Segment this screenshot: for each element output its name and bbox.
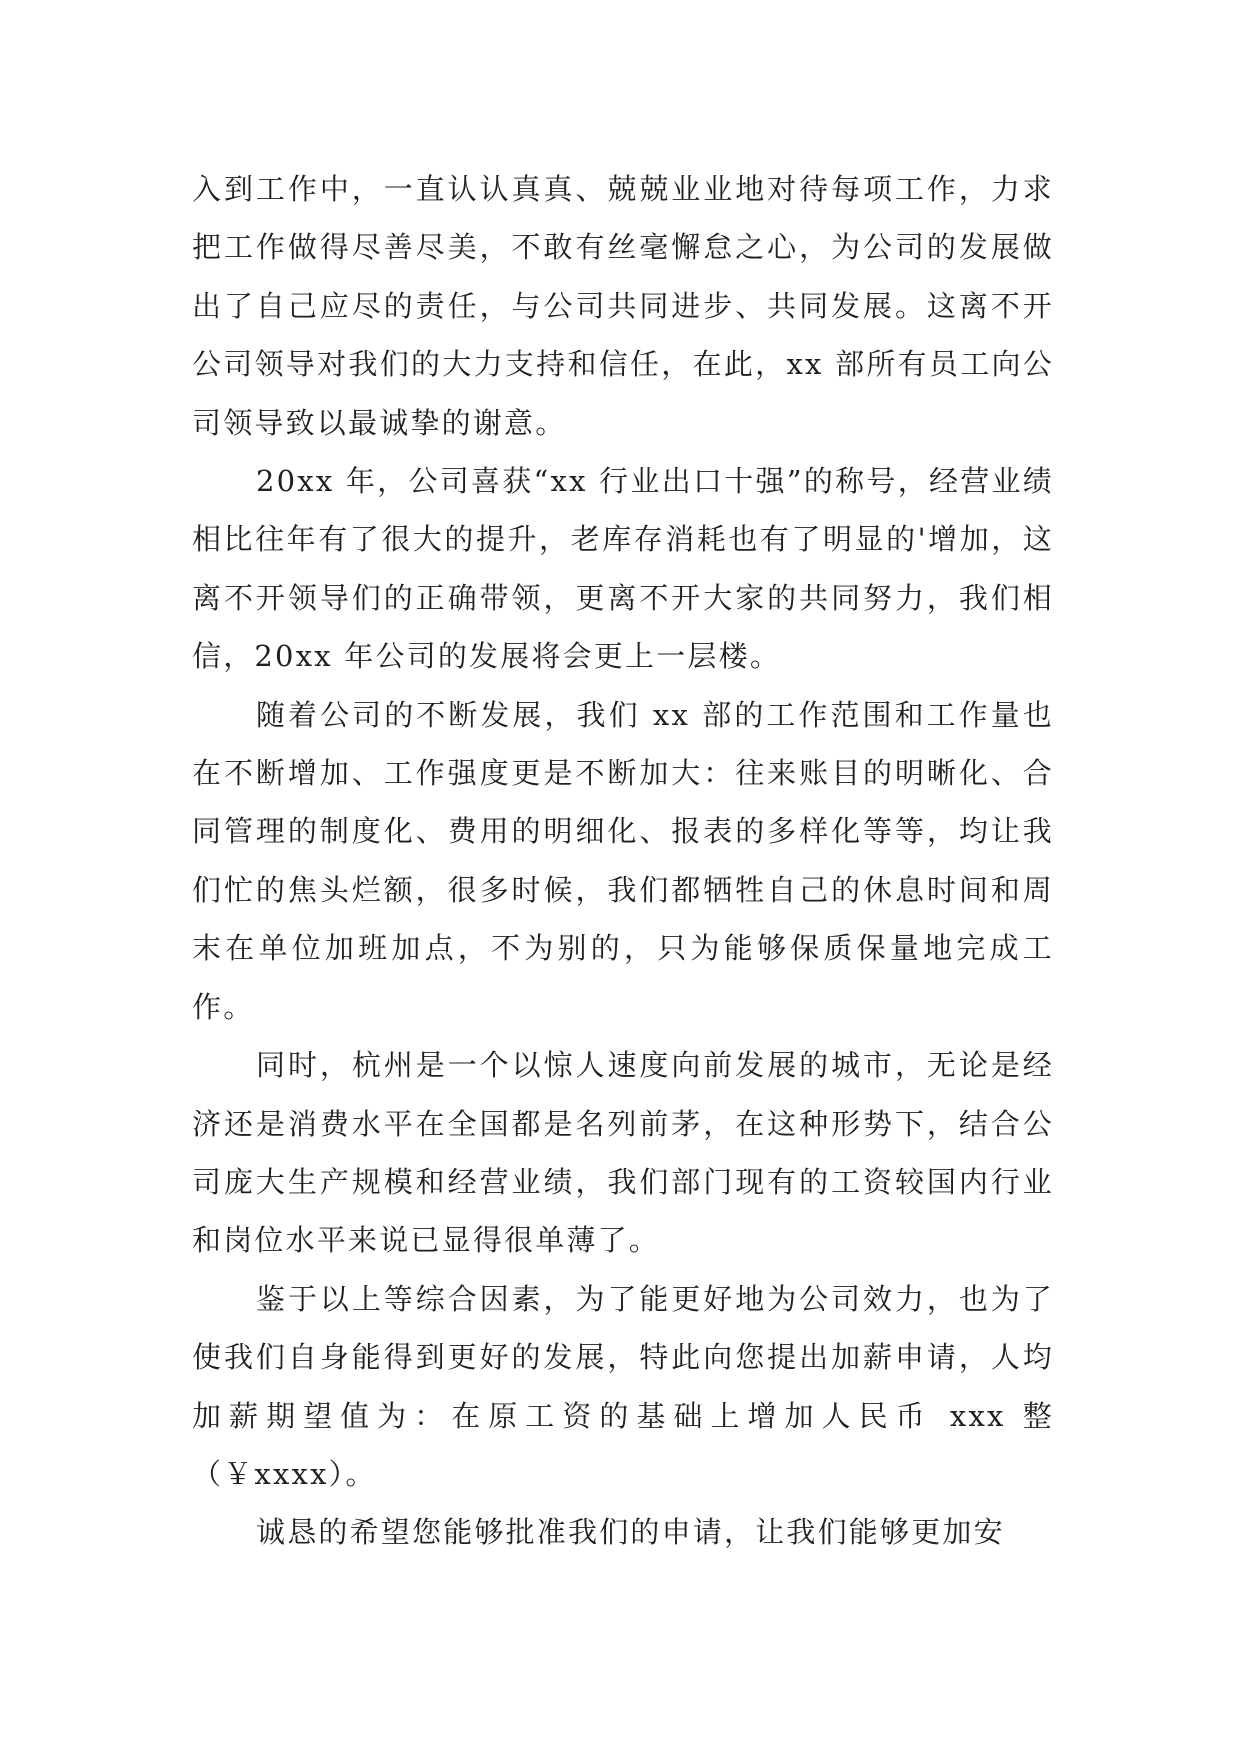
document-body [192, 160, 1054, 1562]
paragraph-1: 入到工作中，一直认认真真、兢兢业业地对待每项工作，力求把工作做得尽善尽美，不敢有丝毫懈怠之心，为公司的发展做出了自己应尽的责任，与公司共同进步、共同发展。这离不开公司领导对我们的大力支持和信任，在此，xx 部所有员工向公司领导致以最诚挚的谢意。 [192, 172, 1054, 440]
paragraph-4: 同时，杭州是一个以惊人速度向前发展的城市，无论是经济还是消费水平在全国都是名列前茅，在这种形势下，结合公司庞大生产规模和经营业绩，我们部门现有的工资较国内行业和岗位水平来说已显得很单薄了。 [192, 1048, 1054, 1258]
paragraph-2: 20xx 年，公司喜获“xx 行业出口十强”的称号，经营业绩相比往年有了很大的提升，老库存消耗也有了明显的'增加，这离不开领导们的正确带领，更离不开大家的共同努力，我们相信，20xx 年公司的发展将会更上一层楼。 [192, 464, 1054, 674]
paragraph-3: 随着公司的不断发展，我们 xx 部的工作范围和工作量也在不断增加、工作强度更是不断加大：往来账目的明晰化、合同管理的制度化、费用的明细化、报表的多样化等等，均让我们忙的焦头烂额，很多时候，我们都牺牲自己的休息时间和周末在单位加班加点，不为别的，只为能够保质保量地完成工作。 [192, 697, 1054, 1024]
paragraph-5: 鉴于以上等综合因素，为了能更好地为公司效力，也为了使我们自身能得到更好的发展，特此向您提出加薪申请，人均加薪期望值为：在原工资的基础上增加人民币 xxx 整（￥xxxx）。 [192, 1281, 1054, 1491]
paragraph-6: 诚恳的希望您能够批准我们的申请，让我们能够更加安 [256, 1515, 1005, 1550]
